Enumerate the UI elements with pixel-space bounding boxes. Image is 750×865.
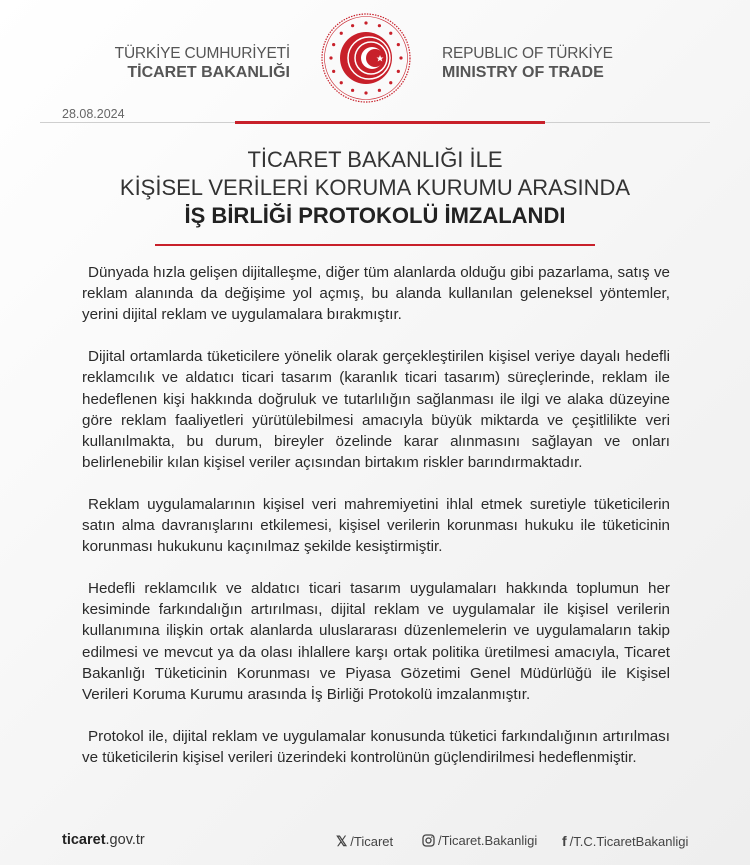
- seal-star-icon: [378, 89, 381, 92]
- seal-star-icon: [329, 56, 332, 59]
- seal-star-icon: [397, 43, 400, 46]
- title-line3: İŞ BİRLİĞİ PROTOKOLÜ İMZALANDI: [184, 203, 566, 228]
- header-en-line2: MINISTRY OF TRADE: [442, 64, 604, 81]
- title-line1: TİCARET BAKANLIĞI İLE: [247, 147, 503, 172]
- seal-star-icon: [332, 43, 335, 46]
- seal-star-icon: [378, 24, 381, 27]
- release-date: 28.08.2024: [62, 107, 125, 121]
- paragraph: Protokol ile, dijital reklam ve uygulamalar konusunda tüketici farkındalığının artırılması ve tüketicilerin kişisel verileri üzerindeki kontrolünün güçlendirilmesi hedeflenmiştir.: [82, 727, 670, 766]
- ministry-seal-logo: [320, 12, 412, 104]
- seal-star-icon: [389, 32, 392, 35]
- paragraph: Dijital ortamlarda tüketicilere yönelik olarak gerçekleştirilen kişisel veriye dayalı hedefli reklamcılık ve aldatıcı ticari tasarım (karanlık ticari tasarım) süreçlerinde, reklam ile hedeflenen kişi hakkında doğruluk ve tutarlılığın sağlanması ile ilgi ve alaka düzeyine göre reklam faaliyetleri yürütülebilmesi amacıyla büyük miktarda ve çeşitlilikte veri kullanılmakta, bu durum, bireyler özelinde karar alınmasını sağlayan ve onları belirlenebilir kılan kişisel veriler açısından birtakım riskler barındırmaktadır.: [82, 348, 670, 472]
- instagram-link[interactable]: [422, 833, 537, 848]
- seal-star-icon: [364, 21, 367, 24]
- instagram-icon: [422, 834, 435, 847]
- seal-star-icon: [389, 81, 392, 84]
- instagram-handle: /Ticaret.Bakanligi: [438, 833, 538, 848]
- site-bold: ticaret: [62, 832, 106, 848]
- seal-star-icon: [340, 32, 343, 35]
- paragraph: Dünyada hızla gelişen dijitalleşme, diğer tüm alanlarda olduğu gibi pazarlama, satış ve reklam alanında da değişime yol açmış, bu alanda kullanılan geleneksel yöntemler, yerini dijital reklam ve uygulamalara bırakmıştır.: [82, 264, 670, 324]
- seal-star-icon: [332, 70, 335, 73]
- seal-star-icon: [351, 89, 354, 92]
- header-tr-line1: TÜRKİYE CUMHURİYETİ: [114, 45, 290, 62]
- facebook-handle: /T.C.TicaretBakanligi: [569, 833, 689, 849]
- facebook-icon: f: [562, 833, 567, 849]
- header-en-line1: REPUBLIC OF TÜRKİYE: [442, 45, 613, 62]
- title-underline: [155, 244, 595, 246]
- header-accent-divider: [235, 121, 545, 124]
- seal-star-icon: [351, 24, 354, 27]
- press-release-body: [82, 262, 670, 789]
- x-icon: 𝕏: [336, 833, 348, 849]
- x-link[interactable]: [336, 833, 393, 850]
- seal-star-icon: [364, 91, 367, 94]
- header-turkish: [115, 44, 290, 82]
- site-rest: .gov.tr: [105, 832, 145, 848]
- seal-star-icon: [340, 81, 343, 84]
- header-tr-line2: TİCARET BAKANLIĞI: [127, 64, 290, 81]
- title-line2: KİŞİSEL VERİLERİ KORUMA KURUMU ARASINDA: [119, 175, 631, 200]
- seal-star-icon: [397, 70, 400, 73]
- facebook-link[interactable]: [562, 833, 688, 849]
- paragraph: Hedefli reklamcılık ve aldatıcı ticari tasarım uygulamaları hakkında toplumun her kesiminde farkındalığın artırılması, dijital reklam ve uygulamalar ile kişisel verilerin kullanımına ilişkin ortak alanlarda uluslararası düzenlemelerin ve uygulamaların takip edilmesi ve mevcut ya da olası ihlallere karşı ortak politika üretilmesi amacıyla, Ticaret Bakanlığı Tüketicinin Korunması ve Piyasa Gözetimi Genel Müdürlüğü ile Kişisel Verileri Koruma Kurumu arasında İş Birliği Protokolü imzalanmıştır.: [82, 579, 670, 703]
- paragraph: Reklam uygulamalarının kişisel veri mahremiyetini ihlal etmek suretiyle tüketicilerin satın alma davranışlarını etkilemesi, kişisel verilerin korunması hukuku ile tüketicinin korunması hukukunu kaçınılmaz şekilde kesiştirmiştir.: [82, 495, 670, 556]
- website-link[interactable]: [62, 832, 145, 848]
- header-english: [442, 44, 613, 82]
- x-handle: /Ticaret: [350, 834, 394, 849]
- seal-star-icon: [399, 56, 402, 59]
- page-title: [0, 146, 750, 230]
